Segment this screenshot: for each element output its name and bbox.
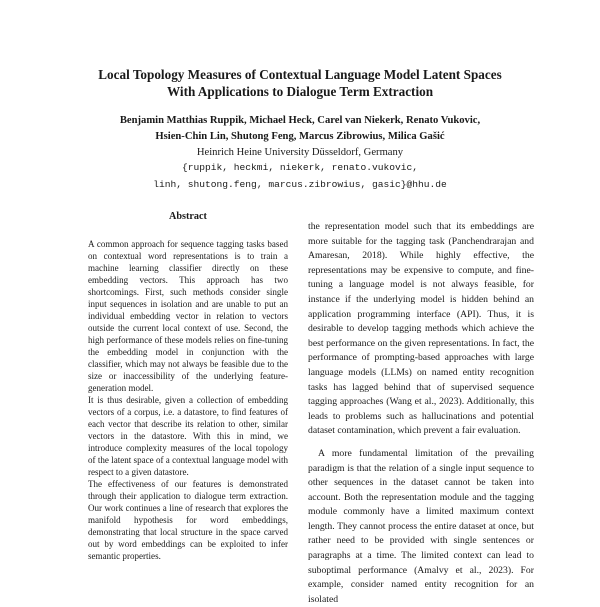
title-line-1: Local Topology Measures of Contextual Language Model Latent Spaces (98, 67, 502, 82)
authors-line-2: Hsien-Chin Lin, Shutong Feng, Marcus Zibrowius, Milica Gašić (155, 130, 445, 142)
author-list (40, 113, 560, 144)
author-emails (40, 160, 560, 193)
abstract-paragraph: The effectiveness of our features is demonstrated through their application to dialogue term extraction. Our work continues a line of research that explores the manifold hypothesis for word embeddings, demonstrating that local structure in the space carved out by word embeddings can be exploited to infer semantic properties. (88, 479, 288, 561)
left-column (88, 210, 288, 562)
abstract-heading: Abstract (169, 211, 207, 222)
email-line-2: linh, shutong.feng, marcus.zibrowius, gasic}@hhu.de (153, 178, 447, 190)
body-paragraph: the representation model such that its embeddings are more suitable for the tagging task (Panchendrarajan and Amaresan, 2018). While highly effective, the representations may be expensive to compute, and fine-tuning a language model is not always feasible, for instance if the underlying model is hidden behind an application programming interface (API). Thus, it is desirable to develop tagging methods which achieve the best performance on the given representations. In fact, the performance of prompting-based approaches with large language models (LLMs) on named entity recognition tasks has lagged behind that of supervised sequence tagging approaches (Wang et al., 2023). Additionally, this leads to problems such as hallucinations and potential dataset contamination, which prevent a fair evaluation. (308, 221, 534, 437)
abstract-paragraph: It is thus desirable, given a collection of embedding vectors of a corpus, i.e. a datastore, to find features of each vector that describe its relation to other, similar vectors in the datastore. With this in mind, we introduce complexity measures of the local topology of the latent space of a contextual language model with respect to a given datastore. (88, 395, 288, 477)
paper-title (40, 66, 560, 100)
body-paragraph: A more fundamental limitation of the prevailing paradigm is that the relation of a single input sequence to other sequences in the dataset cannot be taken into account. Both the representation module and the tagging module commonly have a limited maximum context length. They cannot process the entire dataset at once, but rather need to be provided with single sentences or paragraphs at a time. The limited context can lead to suboptimal performance (Amalvy et al., 2023). For example, consider named entity recognition for an isolated (308, 447, 534, 605)
authors-line-1: Benjamin Matthias Ruppik, Michael Heck, Carel van Niekerk, Renato Vukovic, (119, 115, 481, 126)
abstract-paragraph: A common approach for sequence tagging tasks based on contextual word representations is to train a machine learning classifier directly on these embedding vectors. This approach has two shortcomings. First, such methods consider single input sequences in isolation and are unable to put an individual embedding vector in relation to vectors outside the current local context of use. Second, the high performance of these models relies on fine-tuning the embedding model in conjunction with the classifier, which may not always be feasible due to the size or inaccessibility of the underlying feature-generation model. (88, 239, 288, 393)
affiliation: Heinrich Heine University Düsseldorf, Germany (196, 147, 404, 158)
email-line-1: {ruppik, heckmi, niekerk, renato.vukovic, (181, 162, 419, 173)
right-column (308, 220, 534, 607)
title-line-2: With Applications to Dialogue Term Extraction (166, 84, 434, 99)
